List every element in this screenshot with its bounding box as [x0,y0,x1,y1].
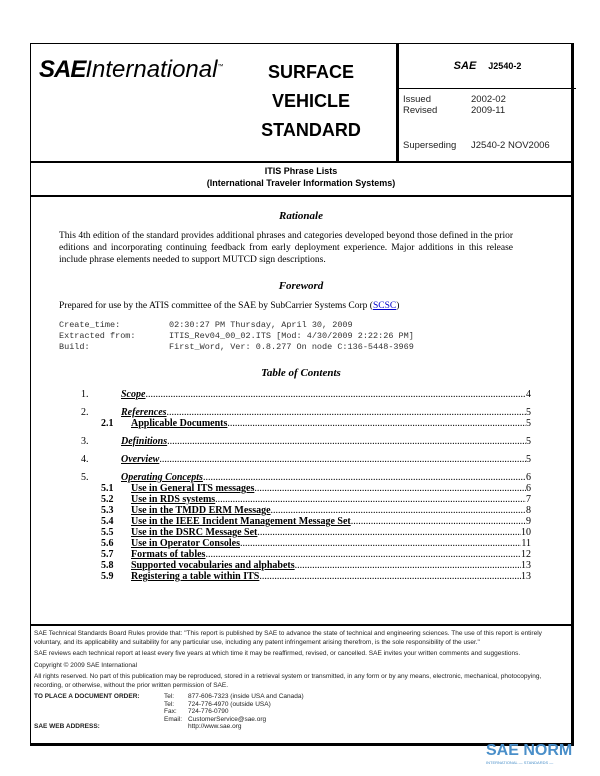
toc-label[interactable]: Operating Concepts [121,472,203,483]
doc-type-title: SURFACE VEHICLE STANDARD [261,62,361,140]
toc-label[interactable]: Formats of tables [131,549,206,560]
toc-number: 5.7 [101,549,114,560]
toc-leader [159,454,526,465]
toc-leader [215,494,526,505]
toc-entry[interactable] [81,516,531,527]
toc-entry[interactable] [81,560,531,571]
toc-number: 2.1 [101,418,114,429]
toc-number: 2. [81,407,89,418]
web-address[interactable]: http://www.sae.org [188,723,242,730]
foreword-heading: Foreword [278,280,324,292]
scsc-link[interactable]: SCSC [372,301,397,311]
toc-number: 5.8 [101,560,114,571]
toc-number: 5.1 [101,483,114,494]
toc-page: 5 [526,436,531,447]
sae-logo: SAEInternational™ [39,56,224,83]
doc-info-box [396,44,576,161]
toc-page: 5 [526,418,531,429]
toc-entry[interactable] [81,505,531,516]
toc-number: 5.3 [101,505,114,516]
footer-rules: SAE Technical Standards Board Rules provide that: "This report is published by SAE to advance the state of technical and engineering sciences. The use of this report is entirely voluntary, and its applicability and suitability for any particular use, including any patent infringement arising therefrom, is the sole responsibility of the user." [34,630,542,646]
toc-leader [351,516,526,527]
toc-entry[interactable] [81,571,531,582]
toc-leader [227,418,526,429]
toc-label[interactable]: Supported vocabularies and alphabets [131,560,295,571]
toc-page: 13 [521,560,531,571]
toc-number: 5.9 [101,571,114,582]
toc-entry[interactable] [81,527,531,538]
toc-leader [205,549,521,560]
toc-number: 5.2 [101,494,114,505]
toc-entry[interactable] [81,436,531,447]
doc-number: J2540-2 [488,61,522,71]
toc-label[interactable]: Scope [121,389,146,400]
toc-number: 1. [81,389,89,400]
issued-row: Issued 2002-02 [403,94,506,105]
toc-leader [167,436,526,447]
toc-number: 5. [81,472,89,483]
toc-label[interactable]: Use in General ITS messages [131,483,255,494]
toc-page: 6 [526,472,531,483]
toc-label[interactable]: Use in the TMDD ERM Message [131,505,271,516]
toc-entry[interactable] [81,483,531,494]
footer-rights: All rights reserved. No part of this publication may be reproduced, stored in a retrieval system or transmitted, in any form or by any means, electronic, mechanical, photocopying, recording, or otherwise, without the prior written permission of SAE. [34,673,542,689]
document-page [30,43,574,746]
toc-label[interactable]: References [121,407,167,418]
toc-entry[interactable] [81,549,531,560]
doc-subtitle: ITIS Phrase Lists (International Traveler Information Systems) [31,161,571,197]
toc-page: 13 [521,571,531,582]
toc-page: 10 [521,527,531,538]
foreword-text: Prepared for use by the ATIS committee of the SAE by SubCarrier Systems Corp (SCSC) [59,301,400,311]
toc-page: 8 [526,505,531,516]
toc-entry[interactable] [81,472,531,483]
revised-row: Revised 2009-11 [403,105,506,116]
table-of-contents [81,389,531,582]
toc-heading: Table of Contents [261,367,341,379]
sae-norm-watermark: SAE NORM INTERNATIONAL — STANDARDS — [486,742,573,765]
toc-number: 5.5 [101,527,114,538]
toc-page: 6 [526,483,531,494]
toc-page: 11 [521,538,531,549]
superseding-row: Superseding J2540-2 NOV2006 [403,140,550,151]
toc-page: 12 [521,549,531,560]
toc-label[interactable]: Overview [121,454,160,465]
toc-label[interactable]: Definitions [121,436,168,447]
toc-page: 5 [526,454,531,465]
toc-number: 3. [81,436,89,447]
toc-entry[interactable] [81,407,531,418]
order-info: TO PLACE A DOCUMENT ORDER: Tel: 877-606-7323 (inside USA and Canada) Tel: 724-776-4970 (outside USA) Fax: 724-776-0790 Email: CustomerService@sae.org SAE WEB ADDRESS: http://www.sae.org [34,693,568,731]
footer-copyright: Copyright © 2009 SAE International [34,661,138,669]
header [31,44,571,163]
build-metadata: Create_time: 02:30:27 PM Thursday, April 30, 2009 Extracted from: ITIS_Rev04_00_02.ITS [Mod: 4/30/2009 2:22:26 PM] Build: First_Word, Ver: 0.8.277 On node C:136-5448-3969 [59,320,414,352]
toc-leader [271,505,526,516]
toc-label[interactable]: Use in the DSRC Message Set [131,527,258,538]
toc-leader [203,472,526,483]
footer [31,624,571,735]
toc-entry[interactable] [81,494,531,505]
rationale-text: This 4th edition of the standard provides additional phrases and categories developed beyond those defined in the prior editions and incorporating continuing feedback from early deployment experience. Major additions in this release include phrase elements needed to support MUTCD sign descriptions. [59,231,513,265]
toc-leader [295,560,521,571]
toc-page: 7 [526,494,531,505]
toc-page: 9 [526,516,531,527]
toc-page: 4 [526,389,531,400]
toc-label[interactable]: Use in the IEEE Incident Management Message Set [131,516,351,527]
toc-number: 4. [81,454,89,465]
toc-entry[interactable] [81,538,531,549]
toc-leader [145,389,526,400]
toc-page: 5 [526,407,531,418]
toc-number: 5.4 [101,516,114,527]
toc-leader [259,571,521,582]
toc-label[interactable]: Use in Operator Consoles [131,538,240,549]
toc-leader [257,527,521,538]
toc-entry[interactable] [81,418,531,429]
footer-review: SAE reviews each technical report at least every five years at which time it may be reaffirmed, revised, or cancelled. SAE invites your written comments and suggestions. [34,650,521,657]
toc-leader [254,483,526,494]
rationale-heading: Rationale [278,210,323,222]
toc-leader [240,538,521,549]
toc-number: 5.6 [101,538,114,549]
sae-small-logo: SAE [453,60,477,72]
toc-entry[interactable] [81,454,531,465]
toc-label[interactable]: Applicable Documents [131,418,228,429]
toc-leader [167,407,526,418]
toc-label[interactable]: Use in RDS systems [131,494,216,505]
toc-label[interactable]: Registering a table within ITS [131,571,260,582]
toc-entry[interactable] [81,389,531,400]
